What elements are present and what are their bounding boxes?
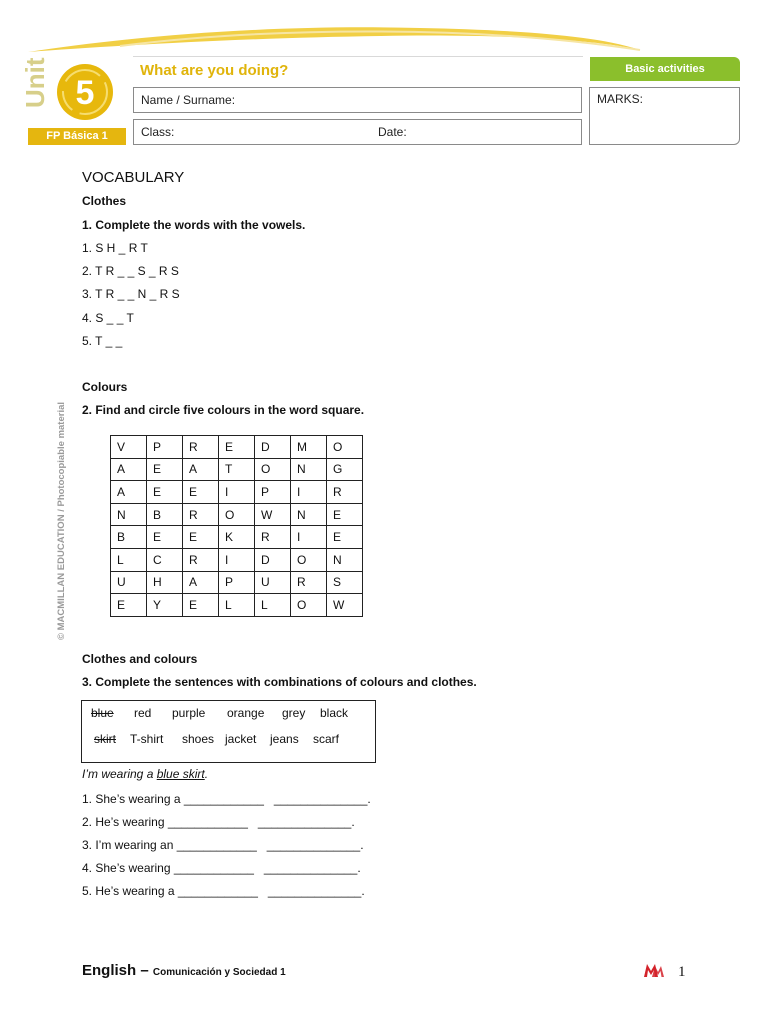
example-sentence: [82, 767, 208, 781]
word-chip: blue: [91, 706, 114, 720]
exercise-1-item: 4. S _ _ T: [82, 311, 134, 325]
exercise-1-item: 3. T R _ _ N _ R S: [82, 287, 180, 301]
word-square-cell[interactable]: T: [219, 458, 255, 481]
word-square-cell[interactable]: U: [111, 571, 147, 594]
exercise-1-item: 1. S H _ R T: [82, 241, 148, 255]
word-square-cell[interactable]: L: [111, 548, 147, 571]
word-square-cell[interactable]: E: [327, 526, 363, 549]
footer-subject-label: English –: [82, 962, 153, 979]
word-square-cell[interactable]: A: [183, 458, 219, 481]
footer-subject: [82, 962, 286, 979]
word-square-cell[interactable]: P: [147, 436, 183, 459]
class-label: Class:: [141, 125, 175, 139]
section-heading-vocabulary: VOCABULARY: [82, 169, 185, 186]
word-chip: T-shirt: [130, 732, 164, 746]
word-square-cell[interactable]: E: [183, 481, 219, 504]
word-square-cell[interactable]: H: [147, 571, 183, 594]
word-chip: shoes: [182, 732, 215, 746]
exercise-3-item[interactable]: 1. She’s wearing a ____________ ______________.: [82, 792, 371, 806]
exercise-3-instruction: 3. Complete the sentences with combinations of colours and clothes.: [82, 675, 477, 689]
word-square-row: [111, 526, 363, 549]
word-square-cell[interactable]: U: [255, 571, 291, 594]
date-label: Date:: [378, 125, 407, 139]
word-square-cell[interactable]: W: [255, 503, 291, 526]
word-square-cell[interactable]: L: [219, 594, 255, 617]
word-square-cell[interactable]: O: [291, 548, 327, 571]
word-square-cell[interactable]: B: [111, 526, 147, 549]
word-square-row: [111, 548, 363, 571]
word-square-cell[interactable]: R: [291, 571, 327, 594]
unit-word: Unit: [20, 57, 50, 108]
clothes-heading: Clothes: [82, 194, 127, 208]
colours-heading: Colours: [82, 380, 128, 394]
word-chip: purple: [172, 706, 206, 720]
word-square-cell[interactable]: L: [255, 594, 291, 617]
page-number: 1: [678, 964, 686, 980]
word-chip: red: [134, 706, 152, 720]
exercise-2-instruction: 2. Find and circle five colours in the word square.: [82, 403, 365, 417]
word-square-row: [111, 594, 363, 617]
word-chip: jacket: [225, 732, 257, 746]
word-square-row: [111, 481, 363, 504]
word-chip: orange: [227, 706, 265, 720]
word-square-cell[interactable]: I: [219, 548, 255, 571]
word-square-cell[interactable]: E: [147, 458, 183, 481]
exercise-1-item: 2. T R _ _ S _ R S: [82, 264, 179, 278]
unit-number: 5: [75, 74, 95, 112]
exercise-1-instruction: 1. Complete the words with the vowels.: [82, 218, 306, 232]
exercise-1-item: 5. T _ _: [82, 334, 123, 348]
word-square-cell[interactable]: R: [183, 436, 219, 459]
word-square-cell[interactable]: A: [111, 481, 147, 504]
clothes-and-colours-heading: Clothes and colours: [82, 652, 198, 666]
word-square-cell[interactable]: D: [255, 436, 291, 459]
word-square-cell[interactable]: W: [327, 594, 363, 617]
word-square-cell[interactable]: N: [111, 503, 147, 526]
word-square-cell[interactable]: V: [111, 436, 147, 459]
word-chip: scarf: [313, 732, 340, 746]
word-square-cell[interactable]: D: [255, 548, 291, 571]
word-square-cell[interactable]: G: [327, 458, 363, 481]
word-square-cell[interactable]: I: [219, 481, 255, 504]
word-square-cell[interactable]: N: [327, 548, 363, 571]
word-square-row: [111, 503, 363, 526]
word-square-cell[interactable]: M: [291, 436, 327, 459]
word-square-cell[interactable]: E: [111, 594, 147, 617]
worksheet-title: What are you doing?: [140, 62, 289, 79]
word-square-cell[interactable]: R: [183, 548, 219, 571]
course-tab: FP Básica 1: [28, 128, 126, 145]
word-square-cell[interactable]: K: [219, 526, 255, 549]
word-square-row: [111, 458, 363, 481]
word-box: [81, 700, 376, 763]
footer-subtitle: Comunicación y Sociedad 1: [152, 967, 286, 978]
word-square-cell[interactable]: A: [183, 571, 219, 594]
word-square-cell[interactable]: N: [291, 503, 327, 526]
word-square-cell[interactable]: B: [147, 503, 183, 526]
header-rule: [133, 56, 583, 57]
macmillan-logo-icon: [643, 962, 665, 978]
word-square-cell[interactable]: I: [291, 481, 327, 504]
word-square-cell[interactable]: A: [111, 458, 147, 481]
word-square-cell[interactable]: R: [255, 526, 291, 549]
word-square-cell[interactable]: Y: [147, 594, 183, 617]
exercise-3-item[interactable]: 5. He’s wearing a ____________ ______________.: [82, 884, 365, 898]
exercise-3-item[interactable]: 2. He’s wearing ____________ ______________.: [82, 815, 355, 829]
word-chip: black: [320, 706, 349, 720]
exercise-3-item[interactable]: 3. I’m wearing an ____________ ______________.: [82, 838, 364, 852]
word-square-cell[interactable]: O: [255, 458, 291, 481]
example-prefix: I’m wearing a: [82, 767, 157, 781]
word-square-cell[interactable]: E: [327, 503, 363, 526]
word-square-cell[interactable]: E: [183, 594, 219, 617]
word-square: [110, 435, 363, 617]
word-square-cell[interactable]: N: [291, 458, 327, 481]
word-square-cell[interactable]: E: [147, 526, 183, 549]
word-square-cell[interactable]: O: [327, 436, 363, 459]
word-square-cell[interactable]: E: [219, 436, 255, 459]
unit-badge-icon: [52, 62, 118, 122]
word-chip: skirt: [94, 732, 116, 746]
word-square-cell[interactable]: I: [291, 526, 327, 549]
word-square-row: [111, 436, 363, 459]
word-chip: jeans: [270, 732, 299, 746]
name-label: Name / Surname:: [141, 93, 236, 107]
copyright-side-text: © MACMILLAN EDUCATION / Photocopiable material: [56, 401, 67, 640]
marks-field[interactable]: [589, 87, 740, 145]
word-square-cell[interactable]: P: [255, 481, 291, 504]
word-square-cell[interactable]: S: [327, 571, 363, 594]
word-chip: grey: [282, 706, 306, 720]
word-square-cell[interactable]: R: [183, 503, 219, 526]
word-square-cell[interactable]: O: [219, 503, 255, 526]
word-square-cell[interactable]: E: [183, 526, 219, 549]
level-tab: Basic activities: [590, 57, 740, 81]
name-field[interactable]: [133, 87, 582, 113]
word-square-cell[interactable]: C: [147, 548, 183, 571]
example-answer: blue skirt: [156, 767, 205, 781]
class-date-field[interactable]: [133, 119, 582, 145]
example-suffix: .: [204, 767, 209, 781]
header-swoosh: [0, 20, 768, 60]
exercise-3-item[interactable]: 4. She’s wearing ____________ ______________.: [82, 861, 361, 875]
marks-label: MARKS:: [597, 92, 644, 106]
word-square-cell[interactable]: P: [219, 571, 255, 594]
word-square-cell[interactable]: E: [147, 481, 183, 504]
word-square-cell[interactable]: O: [291, 594, 327, 617]
word-square-row: [111, 571, 363, 594]
word-square-cell[interactable]: R: [327, 481, 363, 504]
